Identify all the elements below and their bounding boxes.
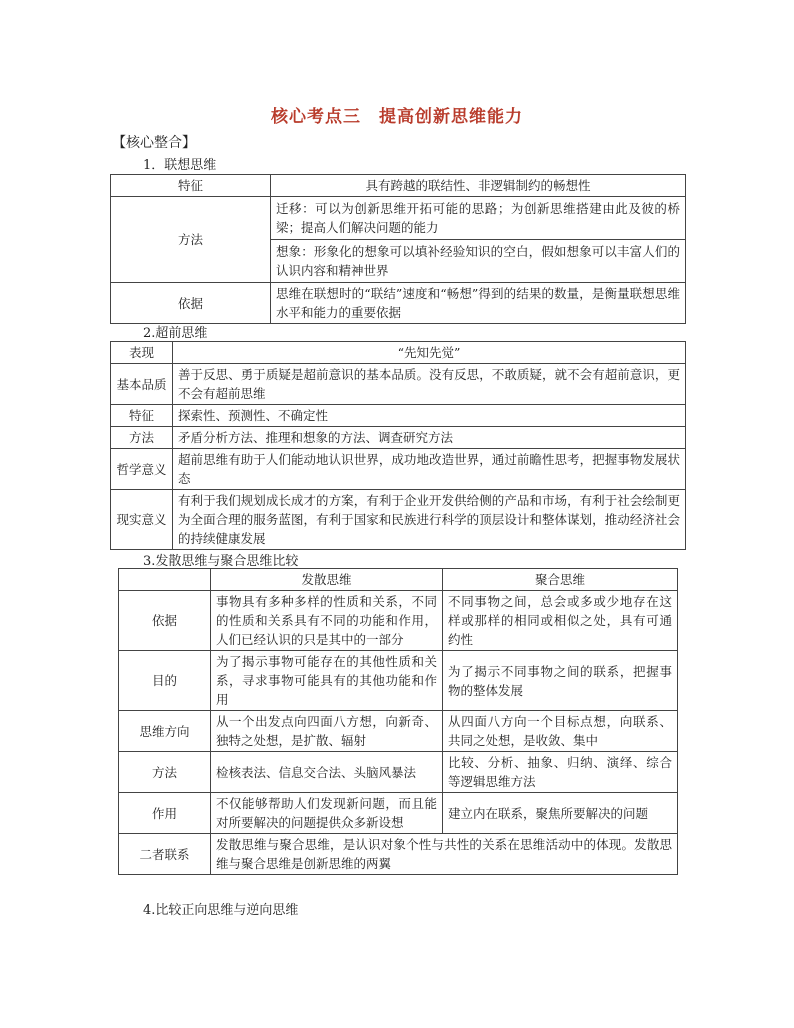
sec4-label: 4.比较正向思维与逆向思维 — [143, 903, 299, 918]
sec2-row-val: 矛盾分析方法、推理和想象的方法、调查研究方法 — [173, 427, 686, 449]
sec3-row-convergent: 比较、分析、抽象、归纳、演绎、综合等逻辑思维方法 — [443, 752, 678, 793]
sec2-row-val: 探索性、预测性、不确定性 — [173, 405, 686, 427]
sec2-table — [110, 341, 686, 550]
sec1-method-item: 想象：形象化的想象可以填补经验知识的空白，假如想象可以丰富人们的认识内容和精神世界 — [271, 239, 685, 282]
sec3-row-divergent: 不仅能够帮助人们发现新问题，而且能对所要解决的问题提供众多新设想 — [211, 793, 443, 834]
table-row — [111, 364, 686, 405]
sec3-row-key: 思维方向 — [119, 711, 211, 752]
table-row — [111, 175, 686, 197]
sec3-row-divergent: 检核表法、信息交合法、头脑风暴法 — [211, 752, 443, 793]
sec3-row-convergent: 建立内在联系，聚焦所要解决的问题 — [443, 793, 678, 834]
sec3-relation-text: 发散思维与聚合思维，是认识对象个性与共性的关系在思维活动中的体现。发散思维与聚合思维是创新思维的两翼 — [211, 834, 678, 875]
title-part2: 提高创新思维能力 — [379, 107, 523, 127]
sec3-row-convergent: 从四面八方向一个目标点想，向联系、共同之处想，是收敛、集中 — [443, 711, 678, 752]
sec1-label: 1．联想思维 — [143, 158, 217, 173]
sec2-row-val: “先知先觉” — [173, 342, 686, 364]
sec1-method-item: 迁移：可以为创新思维开拓可能的思路；为创新思维搭建由此及彼的桥梁；提高人们解决问题的能力 — [276, 201, 680, 235]
sec1-method-cell — [271, 197, 686, 283]
sec3-row-key: 目的 — [119, 651, 211, 711]
sec3-relation-label: 二者联系 — [119, 834, 211, 875]
sec3-row-convergent: 为了揭示不同事物之间的联系，把握事物的整体发展 — [443, 651, 678, 711]
table-row — [111, 427, 686, 449]
table-row — [119, 752, 678, 793]
sec1-basis-label: 依据 — [111, 283, 271, 324]
sec1-header-key: 特征 — [111, 175, 271, 197]
sec1-basis-text: 思维在联想时的“联结”速度和“畅想”得到的结果的数量，是衡量联想思维水平和能力的重要依据 — [271, 283, 686, 324]
sec2-row-key: 表现 — [111, 342, 173, 364]
sec3-head-blank — [119, 569, 211, 591]
page-title — [0, 102, 794, 127]
sec2-label: 2.超前思维 — [143, 326, 208, 341]
sec1-table — [110, 174, 686, 324]
sec3-row-divergent: 从一个出发点向四面八方想，向新奇、独特之处想，是扩散、辐射 — [211, 711, 443, 752]
sec3-label: 3.发散思维与聚合思维比较 — [143, 554, 299, 569]
table-row — [111, 449, 686, 490]
table-row — [119, 591, 678, 651]
sec2-row-val: 超前思维有助于人们能动地认识世界，成功地改造世界，通过前瞻性思考，把握事物发展状态 — [173, 449, 686, 490]
sec2-row-key: 特征 — [111, 405, 173, 427]
sec3-row-key: 作用 — [119, 793, 211, 834]
table-row — [111, 490, 686, 550]
table-row — [119, 651, 678, 711]
table-row — [111, 405, 686, 427]
section-heading: 【核心整合】 — [112, 135, 196, 151]
sec2-row-val: 有利于我们规划成长成才的方案，有利于企业开发供给侧的产品和市场，有利于社会绘制更为全面合理的服务蓝图，有利于国家和民族进行科学的顶层设计和整体谋划，推动经济社会的持续健康发展 — [173, 490, 686, 550]
sec3-table — [118, 568, 678, 875]
sec3-row-key: 方法 — [119, 752, 211, 793]
sec2-row-key: 基本品质 — [111, 364, 173, 405]
table-row — [111, 342, 686, 364]
table-row — [119, 569, 678, 591]
sec3-head-convergent: 聚合思维 — [443, 569, 678, 591]
title-part1: 核心考点三 — [271, 107, 361, 127]
table-row — [119, 793, 678, 834]
sec3-row-key: 依据 — [119, 591, 211, 651]
sec3-head-divergent: 发散思维 — [211, 569, 443, 591]
table-row — [119, 834, 678, 875]
sec3-row-divergent: 事物具有多种多样的性质和关系，不同的性质和关系具有不同的功能和作用，人们已经认识的只是其中的一部分 — [211, 591, 443, 651]
sec1-header-val: 具有跨越的联结性、非逻辑制约的畅想性 — [271, 175, 686, 197]
sec2-row-val: 善于反思、勇于质疑是超前意识的基本品质。没有反思，不敢质疑，就不会有超前意识，更不会有超前思维 — [173, 364, 686, 405]
sec3-row-divergent: 为了揭示事物可能存在的其他性质和关系，寻求事物可能具有的其他功能和作用 — [211, 651, 443, 711]
table-row — [119, 711, 678, 752]
sec2-row-key: 方法 — [111, 427, 173, 449]
sec3-row-convergent: 不同事物之间，总会或多或少地存在这样或那样的相同或相似之处，具有可通约性 — [443, 591, 678, 651]
sec1-method-label: 方法 — [111, 197, 271, 283]
sec2-row-key: 现实意义 — [111, 490, 173, 550]
table-row — [111, 197, 686, 283]
table-row — [111, 283, 686, 324]
sec2-row-key: 哲学意义 — [111, 449, 173, 490]
